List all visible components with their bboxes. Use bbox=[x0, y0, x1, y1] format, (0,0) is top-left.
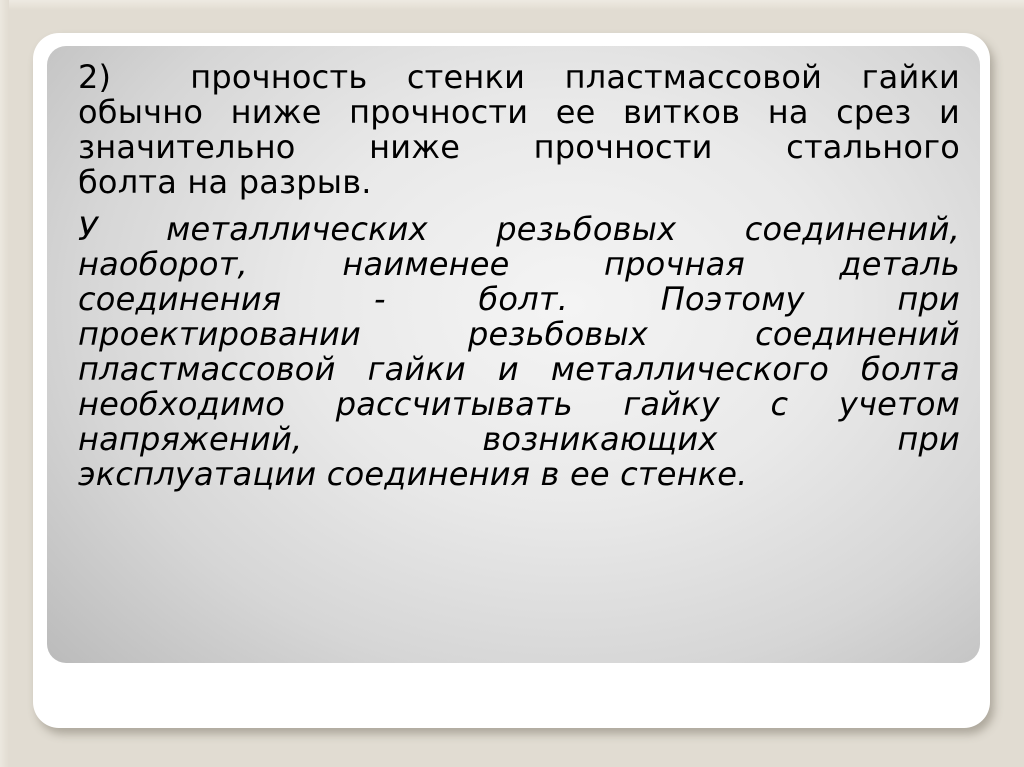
text-line: соединения - болт. Поэтому при bbox=[78, 280, 960, 318]
text-line: У металлических резьбовых соединений, bbox=[78, 210, 960, 248]
text-line: обычно ниже прочности ее витков на срез и bbox=[78, 93, 960, 131]
slide-text-block bbox=[47, 46, 980, 492]
text-line: болта на разрыв. bbox=[78, 163, 372, 201]
paragraph-metal-joints-note bbox=[78, 212, 960, 492]
text-line: наоборот, наименее прочная деталь bbox=[78, 245, 960, 283]
text-line: необходимо рассчитывать гайку с учетом bbox=[78, 385, 960, 423]
background-highlight-top bbox=[0, 0, 1024, 10]
text-line: напряжений, возникающих при bbox=[78, 420, 960, 458]
text-line: 2) прочность стенки пластмассовой гайки bbox=[78, 58, 960, 96]
text-line: пластмассовой гайки и металлического болта bbox=[78, 350, 960, 388]
slide-content-panel bbox=[47, 46, 980, 663]
text-line: проектировании резьбовых соединений bbox=[78, 315, 960, 353]
slide-card bbox=[33, 33, 990, 728]
text-line: эксплуатации соединения в ее стенке. bbox=[78, 455, 748, 493]
text-line: значительно ниже прочности стального bbox=[78, 128, 960, 166]
background-highlight-left bbox=[0, 0, 9, 767]
paragraph-plastic-nut-strength bbox=[78, 60, 960, 200]
